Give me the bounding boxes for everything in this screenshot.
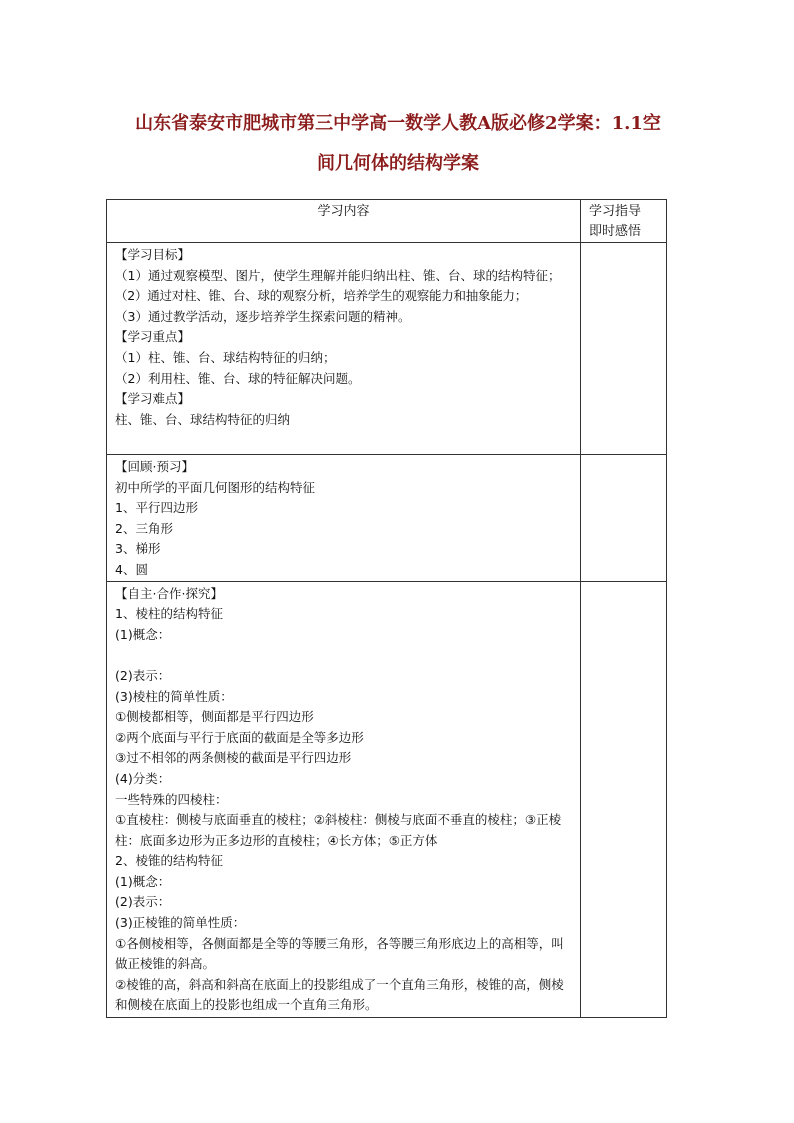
header-study-content: 学习内容: [107, 200, 581, 243]
pyramid-property: ②棱锥的高，斜高和斜高在底面上的投影组成了一个直角三角形，棱锥的高，侧棱和侧棱在底面上的投影也组成一个直角三角形。: [115, 976, 564, 1013]
title-line-1: 山东省泰安市肥城市第三中学高一数学人教A版必修2学案：1.1空: [135, 113, 661, 134]
prism-concept: (1)概念：: [115, 626, 171, 642]
notes-cell: [581, 243, 667, 455]
explore-cell: [107, 581, 581, 1017]
difficulty-item: 柱、锥、台、球结构特征的归纳: [115, 411, 291, 427]
header-guidance: [581, 200, 667, 243]
pyramid-properties-heading: (3)正棱锥的简单性质：: [115, 915, 246, 931]
prism-property: ③过不相邻的两条侧棱的截面是平行四边形: [115, 750, 352, 766]
table-row-goals: [107, 243, 667, 455]
review-cell: [107, 455, 581, 582]
goal-item: （2）通过对柱、锥、台、球的观察分析，培养学生的观察能力和抽象能力；: [115, 288, 527, 304]
title-line-2: 间几何体的结构学案: [317, 153, 479, 174]
special-prisms-list: ①直棱柱：侧棱与底面垂直的棱柱；②斜棱柱：侧棱与底面不垂直的棱柱；③正棱柱：底面多边形为正多边形的直棱柱；④长方体；⑤正方体: [115, 812, 562, 848]
pyramid-heading: 2、棱锥的结构特征: [115, 853, 223, 869]
pyramid-property: ①各侧棱相等，各侧面都是全等的等腰三角形，各等腰三角形底边上的高相等，叫做正棱锥的斜高。: [115, 935, 564, 972]
keypoint-item: （1）柱、锥、台、球结构特征的归纳；: [115, 349, 336, 365]
keypoint-item: （2）利用柱、锥、台、球的特征解决问题。: [115, 370, 361, 386]
table-row-review: [107, 455, 667, 582]
prism-heading: 1、棱柱的结构特征: [115, 606, 223, 622]
review-item: 3、梯形: [115, 541, 161, 557]
prism-classification: (4)分类：: [115, 770, 171, 786]
prism-properties-heading: (3)棱柱的简单性质：: [115, 688, 233, 704]
goals-heading: 【学习目标】: [115, 247, 191, 262]
review-heading: 【回顾·预习】: [115, 459, 194, 474]
study-plan-table: [106, 199, 667, 1018]
notes-cell: [581, 455, 667, 582]
pyramid-notation: (2)表示：: [115, 894, 171, 910]
blank-line: [115, 645, 576, 666]
keypoints-heading: 【学习重点】: [115, 329, 191, 345]
difficulty-heading: 【学习难点】: [115, 391, 191, 407]
header-guidance-line-1: 学习指导: [589, 204, 642, 219]
prism-notation: (2)表示：: [115, 667, 171, 683]
document-title: [110, 104, 686, 184]
review-item: 1、平行四边形: [115, 500, 198, 516]
notes-cell: [581, 581, 667, 1017]
goal-item: （1）通过观察模型、图片，使学生理解并能归纳出柱、锥、台、球的结构特征；: [115, 267, 561, 283]
table-row-explore: [107, 581, 667, 1017]
review-item: 4、圆: [115, 561, 148, 577]
goal-item: （3）通过教学活动，逐步培养学生探索问题的精神。: [115, 308, 411, 324]
review-intro: 初中所学的平面几何图形的结构特征: [115, 479, 316, 495]
table-header-row: [107, 200, 667, 243]
prism-property: ①侧棱都相等，侧面都是平行四边形: [115, 709, 314, 725]
prism-property: ②两个底面与平行于底面的截面是全等多边形: [115, 729, 364, 745]
pyramid-concept: (1)概念：: [115, 873, 171, 889]
special-prisms-heading: 一些特殊的四棱柱：: [115, 791, 228, 807]
explore-heading: 【自主·合作·探究】: [115, 585, 223, 601]
review-item: 2、三角形: [115, 520, 173, 536]
header-guidance-line-2: 即时感悟: [589, 224, 642, 239]
goals-cell: [107, 243, 581, 455]
